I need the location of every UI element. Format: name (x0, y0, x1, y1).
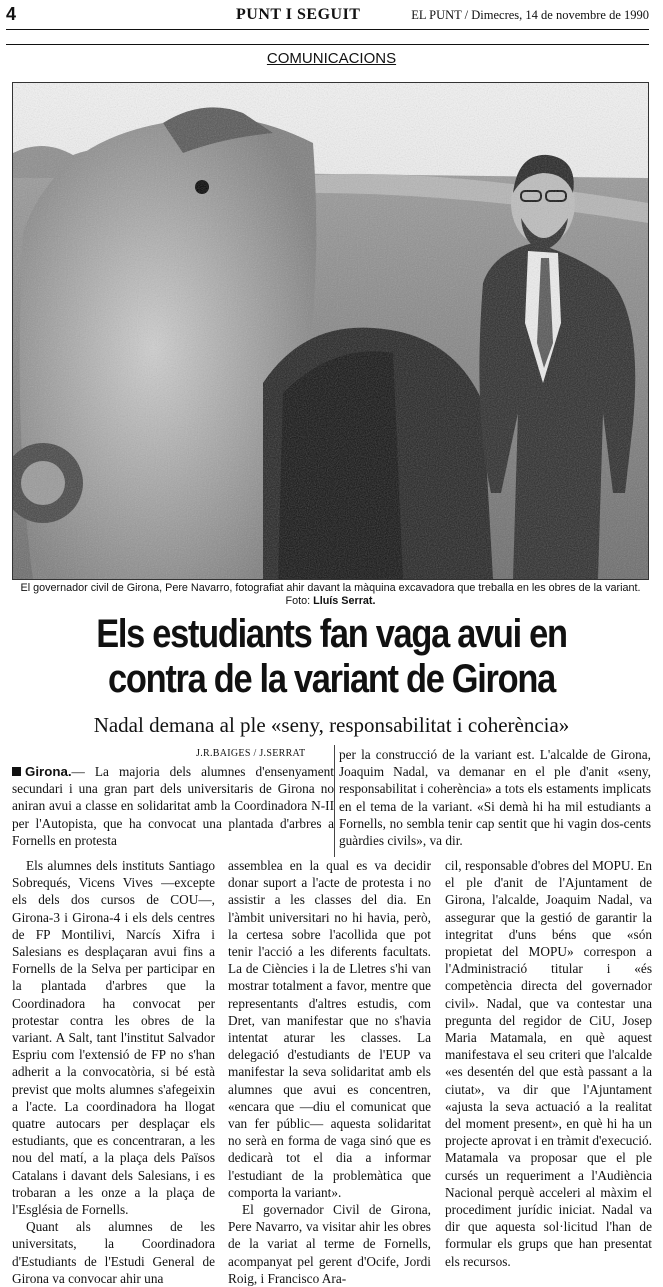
page-header (6, 4, 651, 28)
photo-caption: El governador civil de Girona, Pere Navarro, fotografiat ahir davant la màquina excavadora que treballa en les obres de la variant. Foto: Lluís Serrat. (20, 582, 641, 607)
page-number: 4 (6, 4, 17, 24)
header-rule-2 (6, 44, 649, 45)
news-photo (12, 82, 649, 580)
byline: J.R.BAIGES / J.SERRAT (196, 748, 306, 759)
body-column-1 (12, 857, 215, 1287)
subheadline: Nadal demana al ple «seny, responsabilitat i coherència» (93, 713, 570, 737)
paragraph: Quant als alumnes de les universitats, la Coordinadora d'Estudiants de l'Estudi General de Girona va convocar ahir una (12, 1219, 215, 1286)
body-column-2 (228, 857, 431, 1287)
headline-line-1: Els estudiants fan vaga avui en (96, 612, 567, 656)
header-rule (6, 29, 649, 30)
dateline: EL PUNT / Dimecres, 14 de novembre de 1990 (411, 8, 649, 22)
paragraph: assemblea en la qual es va decidir donar suport a l'acte de protesta i no assistir a les classes del dia. En l'àmbit universitari no hi havia, però, la certesa sobre l'acollida que pot tenir l'acció a les diferents facultats. La de Ciències i la de Lletres s'hi van mostrar totalment a favor, mentre que representants d'altres estudis, com Dret, van manifestar que no s'havia intentat aturar les classes. La delegació d'estudiants de l'EUP va manifestar la seva solidaritat amb els alumnes que avui es concentren, «encara que —diu el comunicat que van fer públic— aquesta solidaritat no serà en forma de vaga sinó que es dedicarà tot el dia a informar l'estudiant de la problemàtica que comporta la variant». (228, 858, 431, 1200)
lead-paragraph: Girona.— La majoria dels alumnes d'ensenyament secundari i una gran part dels universitaris de Girona no aniran avui a classe en solidaritat amb la Coordinadora N-II per l'Autopista, que ha convocat una plantada d'arbres a Fornells en protesta (12, 764, 334, 848)
column-divider (334, 745, 335, 857)
paragraph: Els alumnes dels instituts Santiago Sobrequés, Vicens Vives —excepte els dels dos cursos de COU—, Girona-3 i Girona-4 i els dels centres de FP Montilivi, Narcís Xifra i Salesians es desplaçaran avui fins a Fornells de la Selva per participar en la plantada d'arbres que la Coordinadora ha convocat per protestar contra les obres de la variant. A Salt, tant l'institut Salvador Espriu com l'extensió de FP no s'han adherit a la convocatòria, si bé està previst que molts alumnes s'afegeixin a l'acte. La coordinadora ha llogat quatre autocars per desplaçar els estudiants, que es concentraran, a les nou del matí, a la plaça dels Països Catalans i davant dels Salesians, i es trobaran a les onze a la plaça de l'Església de Fornells. (12, 858, 215, 1218)
paragraph: cil, responsable d'obres del MOPU. En el ple d'anit de l'Ajuntament de Girona, l'alcalde, Joaquim Nadal, va assegurar que la gestió de garantir la integritat d'uns béns que «són propietat del MOPU» correspon a l'Administració titular i «és competència directa del governador civil». Nadal, que va contestar una pregunta del regidor de CiU, Josep Maria Matamala, en què aquest manifestava el seu criteri que l'alcalde «es desentén del que està passant a la ciutat», va dir que l'Ajuntament «ajusta la seva actuació a la realitat del moment present», en què hi ha un projecte aprovat i en tràmit d'execució. Matamala va proposar que el ple cursés un requeriment a l'Audiència Nacional perquè acceleri al màxim el procediment jurídic iniciat. Nadal va dir que aquesta sol·licitud l'han de formular els grups que han presentat els recursos. (445, 858, 652, 1269)
section-title: PUNT I SEGUIT (236, 6, 361, 23)
dateline-place: Girona. (25, 764, 72, 779)
headline-line-2: contra de la variant de Girona (108, 657, 555, 701)
square-bullet-icon (12, 767, 21, 776)
body-column-3 (445, 857, 652, 1270)
headline (46, 612, 616, 702)
paragraph: El governador Civil de Girona, Pere Navarro, va visitar ahir les obres de la variat al terme de Fornells, acompanyat pel gerent d'Ocife, Jordi Roig, i Francisco Ara- (228, 1202, 431, 1286)
photo-excavator-and-man-icon (13, 83, 648, 579)
photo-credit: Lluís Serrat. (313, 595, 376, 607)
section-rubric: COMUNICACIONS (266, 50, 397, 67)
lead-continued: per la construcció de la variant est. L'alcalde de Girona, Joaquim Nadal, va demanar en el ple d'anit «seny, responsabilitat i coherència» a tots els estaments implicats en el tema de la variant. «Si demà hi ha mil estudiants a Fornells, no sembla tenir cap sentit que hi vagin dos-cents guàrdies civils», va dir. (339, 747, 651, 849)
